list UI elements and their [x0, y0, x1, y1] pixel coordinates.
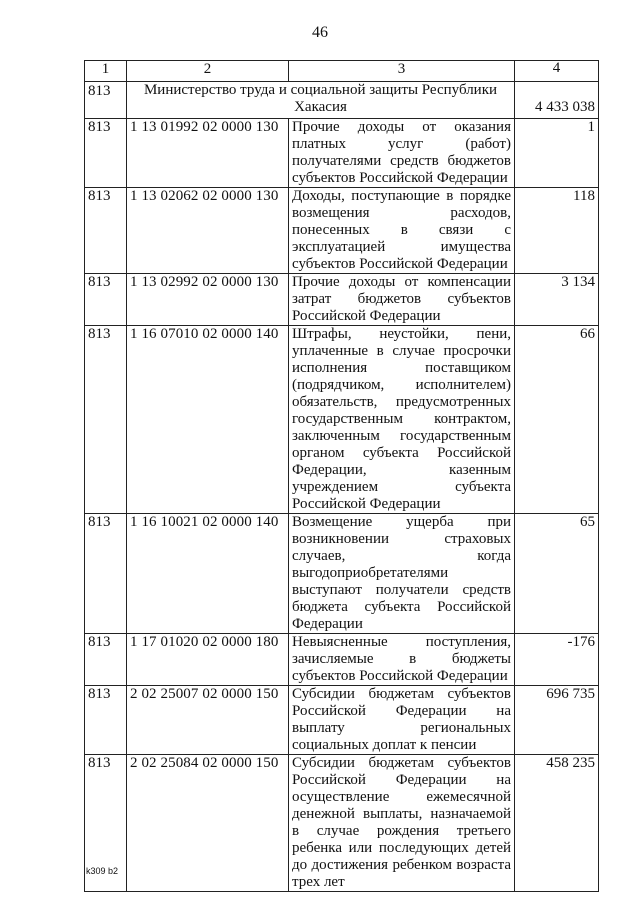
- ministry-row: [85, 82, 599, 119]
- revenue-amount: 65: [515, 514, 599, 634]
- column-number-1: 1: [85, 61, 127, 82]
- table-row: [85, 634, 599, 686]
- admin-code: 813: [85, 188, 127, 274]
- revenue-table: [84, 60, 599, 892]
- budget-classification-code: 2 02 25007 02 0000 150: [127, 686, 289, 755]
- admin-code: 813: [85, 634, 127, 686]
- revenue-description: Доходы, поступающие в порядке возмещения расходов, понесенных в связи с эксплуатацией имущества субъектов Российской Федерации: [289, 188, 515, 274]
- budget-classification-code: 1 16 10021 02 0000 140: [127, 514, 289, 634]
- admin-code: 813: [85, 514, 127, 634]
- ministry-name: Министерство труда и социальной защиты Республики Хакасия: [127, 82, 515, 119]
- admin-code: 813: [85, 686, 127, 755]
- revenue-amount: 66: [515, 326, 599, 514]
- table-row: [85, 274, 599, 326]
- document-footer-mark: k309 b2: [86, 866, 119, 876]
- revenue-amount: 1: [515, 119, 599, 188]
- budget-classification-code: 1 13 02062 02 0000 130: [127, 188, 289, 274]
- table-row: [85, 686, 599, 755]
- admin-code: 813: [85, 755, 127, 892]
- revenue-description: Возмещение ущерба при возникновении страховых случаев, когда выгодоприобретателями выступают получатели средств бюджета субъекта Российской Федерации: [289, 514, 515, 634]
- ministry-amount: 4 433 038: [515, 82, 599, 119]
- revenue-amount: 3 134: [515, 274, 599, 326]
- column-number-4: 4: [515, 61, 599, 82]
- admin-code: 813: [85, 119, 127, 188]
- revenue-description: Субсидии бюджетам субъектов Российской Федерации на осуществление ежемесячной денежной выплаты, назначаемой в случае рождения третьего ребенка или последующих детей до достижения ребенком возраста трех лет: [289, 755, 515, 892]
- revenue-description: Невыясненные поступления, зачисляемые в бюджеты субъектов Российской Федерации: [289, 634, 515, 686]
- revenue-amount: -176: [515, 634, 599, 686]
- table-row: [85, 326, 599, 514]
- budget-classification-code: 1 16 07010 02 0000 140: [127, 326, 289, 514]
- revenue-amount: 696 735: [515, 686, 599, 755]
- table-row: [85, 119, 599, 188]
- column-number-2: 2: [127, 61, 289, 82]
- budget-classification-code: 2 02 25084 02 0000 150: [127, 755, 289, 892]
- revenue-amount: 458 235: [515, 755, 599, 892]
- budget-classification-code: 1 13 01992 02 0000 130: [127, 119, 289, 188]
- column-number-3: 3: [289, 61, 515, 82]
- budget-classification-code: 1 17 01020 02 0000 180: [127, 634, 289, 686]
- table-row: [85, 514, 599, 634]
- admin-code: 813: [85, 326, 127, 514]
- revenue-description: Прочие доходы от оказания платных услуг (работ) получателями средств бюджетов субъектов Российской Федерации: [289, 119, 515, 188]
- column-number-row: [85, 61, 599, 82]
- admin-code: 813: [85, 274, 127, 326]
- table-row: [85, 188, 599, 274]
- ministry-code: 813: [85, 82, 127, 119]
- table-row: [85, 755, 599, 892]
- revenue-amount: 118: [515, 188, 599, 274]
- page-number: 46: [312, 24, 328, 41]
- revenue-description: Прочие доходы от компенсации затрат бюджетов субъектов Российской Федерации: [289, 274, 515, 326]
- revenue-description: Субсидии бюджетам субъектов Российской Федерации на выплату региональных социальных доплат к пенсии: [289, 686, 515, 755]
- revenue-description: Штрафы, неустойки, пени, уплаченные в случае просрочки исполнения поставщиком (подрядчиком, исполнителем) обязательств, предусмотренных государственным контрактом, заключенным государственным органом субъекта Российской Федерации, казенным учреждением субъекта Российской Федерации: [289, 326, 515, 514]
- budget-classification-code: 1 13 02992 02 0000 130: [127, 274, 289, 326]
